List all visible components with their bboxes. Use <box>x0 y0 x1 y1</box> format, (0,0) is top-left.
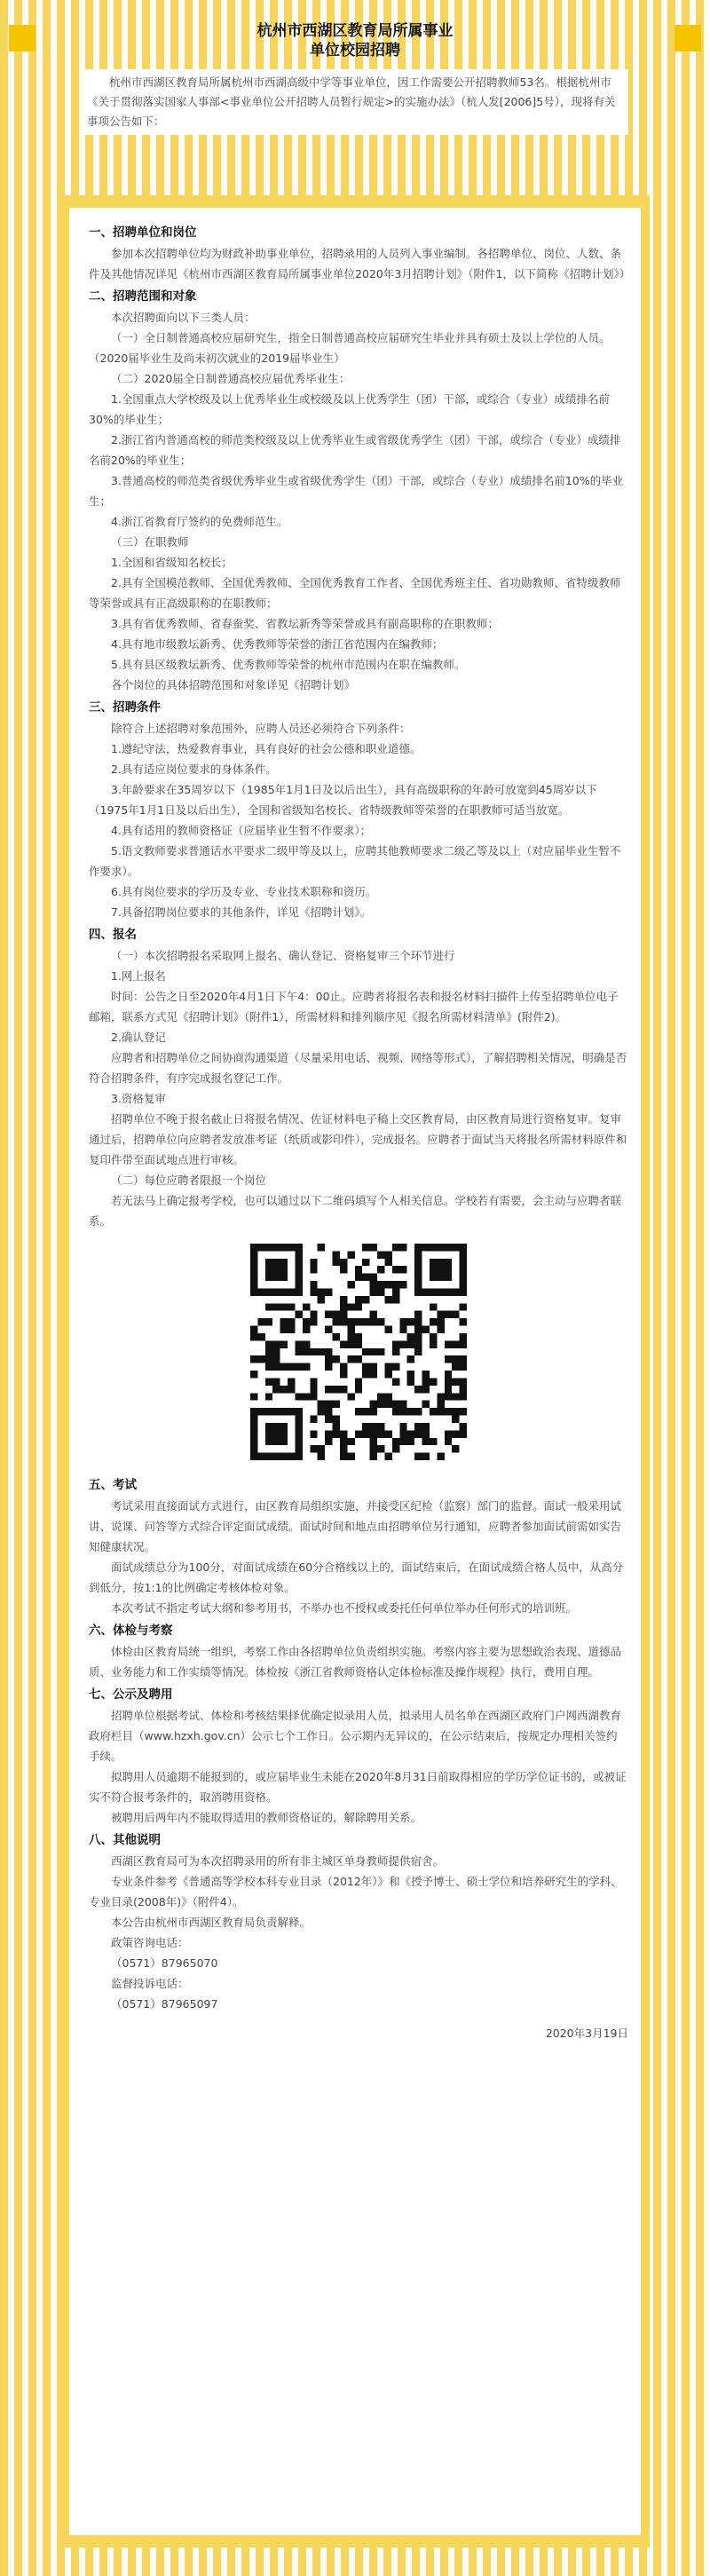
section-paragraph: 招聘单位不晚于报名截止日将报名情况、佐证材料电子稿上交区教育局，由区教育局进行资格复审。复审通过后，招聘单位向应聘者发放准考证（纸质或影印件），完成报名。应聘者于面试当天将报名所需材料原件和复印件带至面试地点进行审核。 <box>89 1112 627 1166</box>
content-panel <box>60 195 650 2548</box>
section-paragraph: （二）每位应聘者限报一个岗位 <box>111 1173 267 1187</box>
section-paragraph: 3.年龄要求在35周岁以下（1985年1月1日及以后出生），具有高级职称的年龄可放宽到45周岁以下（1975年1月1日及以后出生），全国和省级知名校长、省特级教师等荣誉的在职教师可适当放宽。 <box>89 783 597 817</box>
intro-paragraph: 杭州市西湖区教育局所属杭州市西湖高级中学等事业单位，因工作需要公开招聘教师53名。根据杭州市《关于贯彻落实国家人事部<事业单位公开招聘人员暂行规定>的实施办法》（杭人发[2006]5号），现将有关事项公告如下： <box>87 75 616 128</box>
title-line-1: 杭州市西湖区教育局所属事业 <box>256 22 454 40</box>
section <box>89 924 628 1231</box>
section-paragraph: 若无法马上确定报考学校，也可以通过以下二维码填写个人相关信息。学校若有需要，会主动与应聘者联系。 <box>89 1194 622 1228</box>
section-heading: 三、招聘条件 <box>89 700 161 715</box>
section-paragraph: 3.普通高校的师范类省级优秀毕业生或省级优秀学生（团）干部，或综合（专业）成绩排名前10%的毕业生； <box>89 474 624 508</box>
section-paragraph: 2.具有适应岗位要求的身体条件。 <box>111 763 277 776</box>
section-paragraph: 2.确认登记 <box>111 1031 166 1044</box>
section-paragraph: （一）本次招聘报名采取网上报名、确认登记、资格复审三个环节进行 <box>111 949 455 962</box>
section <box>89 697 628 922</box>
section-paragraph: 时间：公告之日至2020年4月1日下午4：00止。应聘者将报名表和报名材料扫描件上传至招聘单位电子邮箱，联系方式见《招聘计划》（附件1），所需材料和排列顺序见《报名所需材料清单》(附件2)。 <box>89 990 619 1023</box>
section-paragraph: 4.浙江省教育厅签约的免费师范生。 <box>111 515 288 528</box>
section-heading: 四、报名 <box>89 928 137 942</box>
issue-date: 2020年3月19日 <box>545 2027 628 2040</box>
section-paragraph: 4.具有地市级教坛新秀、优秀教师等荣誉的浙江省范围内在编教师； <box>111 637 444 651</box>
section-paragraph: 1.全国重点大学校级及以上优秀毕业生或校级及以上优秀学生（团）干部，或综合（专业）成绩排名前30%的毕业生； <box>89 392 610 426</box>
section <box>89 1474 628 1618</box>
section-paragraph: 参加本次招聘单位均为财政补助事业单位，招聘录用的人员列入事业编制。各招聘单位、岗位、人数、条件及其他情况详见《杭州市西湖区教育局所属事业单位2020年3月招聘计划》（附件1，以下简称《招聘计划》） <box>89 247 631 281</box>
section-paragraph: 2.具有全国模范教师、全国优秀教师、全国优秀教育工作者、全国优秀班主任、省功勋教师、省特级教师等荣誉或具有正高级职称的在职教师； <box>89 576 621 610</box>
section-paragraph: 拟聘用人员逾期不能报到的，或应届毕业生未能在2020年8月31日前取得相应的学历学位证书的，或被证实不符合报考条件的，取消聘用资格。 <box>89 1770 627 1804</box>
section-paragraph: 2.浙江省内普通高校的师范类校级及以上优秀毕业生或省级优秀学生（团）干部，或综合（专业）成绩排名前20%的毕业生； <box>89 433 621 467</box>
section-paragraph: 6.具有岗位要求的学历及专业、专业技术职称和资历。 <box>111 885 377 898</box>
section-heading: 七、公示及聘用 <box>89 1687 173 1702</box>
section-paragraph: 应聘者和招聘单位之间协商沟通渠道（尽量采用电话、视频、网络等形式），了解招聘相关情况，明确是否符合招聘条件，有序完成报名登记工作。 <box>89 1051 627 1085</box>
section-paragraph: 面试成绩总分为100分，对面试成绩在60分合格线以上的，面试结束后，在面试成绩合格人员中，从高分到低分，按1:1的比例确定考核体检对象。 <box>89 1561 624 1594</box>
section-heading: 一、招聘单位和岗位 <box>89 225 197 240</box>
section-paragraph: 1.全国和省级知名校长； <box>111 556 233 569</box>
section-paragraph: 考试采用直接面试方式进行，由区教育局组织实施，并接受区纪检（监察）部门的监督。面试一般采用试讲、说课、问答等方式综合评定面试成绩。面试时间和地点由招聘单位另行通知，应聘者参加面试前需如实告知健康状况。 <box>89 1499 622 1553</box>
section-heading: 六、体检与考察 <box>89 1624 173 1638</box>
section <box>89 222 631 284</box>
section-paragraph: （一）全日制普通高校应届研究生，指全日制普通高校应届研究生毕业并具有硕士及以上学位的人员。（2020届毕业生及尚未初次就业的2019届毕业生） <box>89 331 611 365</box>
section <box>89 1620 628 1682</box>
section-paragraph: 1.网上报名 <box>111 969 166 983</box>
section <box>89 1684 628 1828</box>
section-paragraph: 5.具有县区级教坛新秀、优秀教师等荣誉的杭州市范围内在职在编教师。 <box>111 658 466 671</box>
section-paragraph: 政策咨询电话： <box>111 1936 189 1949</box>
section-paragraph: （二）2020届全日制普通高校应届优秀毕业生： <box>111 372 351 385</box>
section-paragraph: 除符合上述招聘对象范围外，应聘人员还必须符合下列条件： <box>111 722 411 735</box>
section-paragraph: 3.资格复审 <box>111 1092 166 1105</box>
section-paragraph: （三）在职教师 <box>111 535 189 549</box>
section-paragraph: 专业条件参考《普通高等学校本科专业目录（2012年）》和《授予博士、硕士学位和培养研究生的学科、专业目录(2008年)》（附件4）。 <box>89 1875 622 1908</box>
section-paragraph: 本公告由杭州市西湖区教育局负责解释。 <box>111 1916 312 1929</box>
section-paragraph: 本次考试不指定考试大纲和参考用书，不举办也不授权或委托任何单位举办任何形式的培训班。 <box>111 1601 578 1615</box>
section-paragraph: （0571）87965070 <box>111 1956 218 1970</box>
section-paragraph: 7.具备招聘岗位要求的其他条件，详见《招聘计划》。 <box>111 905 372 919</box>
section-paragraph: 1.遵纪守法，热爱教育事业，具有良好的社会公德和职业道德。 <box>111 742 422 755</box>
title-line-2: 单位校园招聘 <box>310 42 400 59</box>
section-heading: 五、考试 <box>89 1478 137 1492</box>
section-paragraph: （0571）87965097 <box>111 1997 218 2011</box>
section-paragraph: 4.具有适用的教师资格证（应届毕业生暂不作要求）； <box>111 824 372 837</box>
section-paragraph: 招聘单位根据考试、体检和考核结果择优确定拟录用人员，拟录用人员名单在西湖区政府门户网西湖教育政府栏目（www.hzxh.gov.cn）公示七个工作日。公示期内无异议的，在公示结束后，按规定办理相关签约手续。 <box>89 1709 622 1763</box>
section-paragraph: 体检由区教育局统一组织，考察工作由各招聘单位负责组织实施。考察内容主要为思想政治表现、道德品质、业务能力和工作实绩等情况。体检按《浙江省教师资格认定体检标准及操作规程》执行，费用自理。 <box>89 1645 622 1679</box>
section-paragraph: 被聘用后两年内不能取得适用的教师资格证的，解除聘用关系。 <box>111 1811 422 1824</box>
qr-code-icon[interactable] <box>250 1244 467 1460</box>
section-paragraph: 5.语文教师要求普通话水平要求二级甲等及以上，应聘其他教师要求二级乙等及以上（对应届毕业生暂不作要求）。 <box>89 844 621 878</box>
qr-container <box>89 1244 628 1460</box>
intro-block <box>82 69 628 135</box>
section-paragraph: 3.具有省优秀教师、省春蚕奖、省教坛新秀等荣誉或具有副高职称的在职教师； <box>111 617 499 630</box>
section-paragraph: 西湖区教育局可为本次招聘录用的所有非主城区单身教师提供宿舍。 <box>111 1854 445 1868</box>
section-paragraph: 各个岗位的具体招聘范围和对象详见《招聘计划》 <box>111 678 356 691</box>
section <box>89 286 628 695</box>
section-paragraph: 监督投诉电话： <box>111 1977 189 1990</box>
section <box>89 1829 628 2014</box>
page-title <box>0 21 710 60</box>
section-heading: 八、其他说明 <box>89 1833 161 1847</box>
section-paragraph: 本次招聘面向以下三类人员： <box>111 311 256 324</box>
section-heading: 二、招聘范围和对象 <box>89 289 197 304</box>
